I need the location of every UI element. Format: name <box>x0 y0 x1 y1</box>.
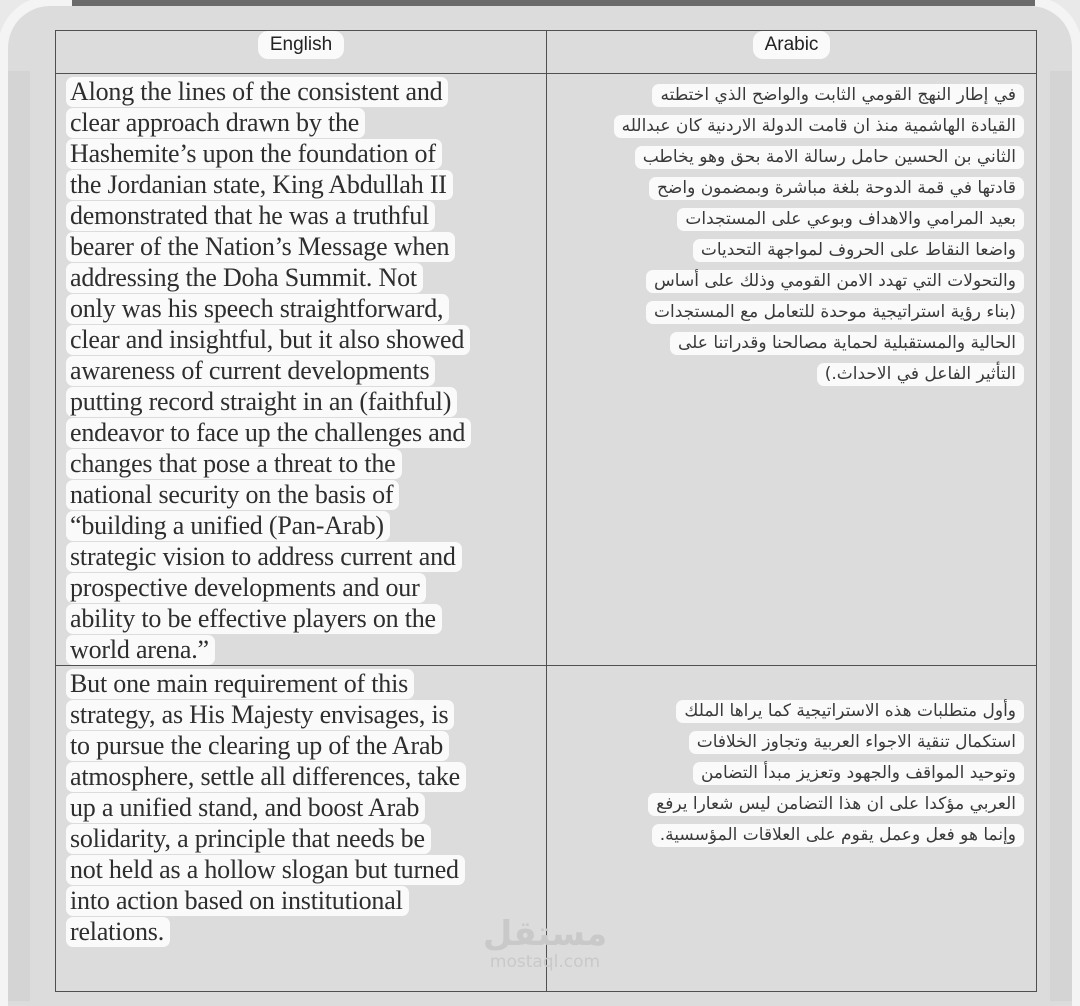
english-line <box>66 231 546 262</box>
english-line <box>66 417 546 448</box>
english-line-text: putting record straight in an (faithful) <box>66 387 457 417</box>
english-line <box>66 572 546 603</box>
english-line-text: relations. <box>66 917 170 947</box>
watermark-latin: mostaql.com <box>489 952 601 972</box>
arabic-line-text: الثاني بن الحسين حامل رسالة الامة بحق وهو يخاطب <box>635 146 1024 169</box>
english-line <box>66 386 546 417</box>
arabic-line <box>547 789 1024 820</box>
arabic-line <box>547 80 1024 111</box>
english-line <box>66 823 546 854</box>
english-line <box>66 603 546 634</box>
english-line <box>66 510 546 541</box>
english-line <box>66 76 546 107</box>
english-line-text: Hashemite’s upon the foundation of <box>66 139 442 169</box>
sheet-edge-left <box>8 71 30 1001</box>
arabic-line <box>547 266 1024 297</box>
arabic-line-text: بعيد المرامي والاهداف وبوعي على المستجدات <box>677 208 1024 231</box>
english-line-text: bearer of the Nation’s Message when <box>66 232 455 262</box>
arabic-line <box>547 297 1024 328</box>
arabic-line-text: قادتها في قمة الدوحة بلغة مباشرة وبمضمون واضح <box>649 177 1024 200</box>
english-line-text: strategy, as His Majesty envisages, is <box>66 700 454 730</box>
english-line-text: awareness of current developments <box>66 356 435 386</box>
arabic-cell <box>547 666 1037 992</box>
english-line-text: Along the lines of the consistent and <box>66 77 448 107</box>
arabic-line <box>547 328 1024 359</box>
arabic-line-text: العربي مؤكدا على ان هذا التضامن ليس شعارا يرفع <box>648 793 1024 816</box>
header-cell-english <box>56 31 547 74</box>
table-row <box>56 74 1037 666</box>
arabic-line <box>547 696 1024 727</box>
english-line-text: up a unified stand, and boost Arab <box>66 793 425 823</box>
arabic-line-text: واضعا النقاط على الحروف لمواجهة التحديات <box>693 239 1024 262</box>
english-paragraph <box>66 76 546 665</box>
english-line <box>66 293 546 324</box>
english-cell <box>56 666 547 992</box>
english-line-text: into action based on institutional <box>66 886 409 916</box>
arabic-line-text: استكمال تنقية الاجواء العربية وتجاوز الخلافات <box>689 731 1024 754</box>
arabic-line <box>547 758 1024 789</box>
header-english: English <box>258 31 344 59</box>
english-line-text: not held as a hollow slogan but turned <box>66 855 465 885</box>
english-line-text: only was his speech straightforward, <box>66 294 449 324</box>
english-line-text: prospective developments and our <box>66 573 426 603</box>
arabic-line-text: في إطار النهج القومي الثابت والواضح الذي اختطته <box>652 84 1024 107</box>
english-line-text: to pursue the clearing up of the Arab <box>66 731 449 761</box>
english-line-text: clear approach drawn by the <box>66 108 365 138</box>
english-line <box>66 262 546 293</box>
arabic-line-text: وإنما هو فعل وعمل يقوم على العلاقات المؤسسية. <box>652 824 1024 847</box>
english-line-text: But one main requirement of this <box>66 669 414 699</box>
english-line-text: strategic vision to address current and <box>66 542 462 572</box>
english-line-text: the Jordanian state, King Abdullah II <box>66 170 453 200</box>
english-cell <box>56 74 547 666</box>
english-line <box>66 730 546 761</box>
arabic-line-text: التأثير الفاعل في الاحداث.) <box>817 363 1024 386</box>
arabic-line <box>547 820 1024 851</box>
arabic-line <box>547 142 1024 173</box>
english-line <box>66 634 546 665</box>
english-line <box>66 479 546 510</box>
header-cell-arabic <box>547 31 1037 74</box>
arabic-line-text: (بناء رؤية استراتيجية موحدة للتعامل مع المستجدات <box>646 301 1024 324</box>
english-line-text: world arena.” <box>66 635 215 665</box>
english-line-text: national security on the basis of <box>66 480 399 510</box>
arabic-line-text: الحالية والمستقبلية لحماية مصالحنا وقدراتنا على <box>670 332 1024 355</box>
arabic-paragraph <box>547 696 1024 851</box>
arabic-line <box>547 204 1024 235</box>
english-line <box>66 138 546 169</box>
english-line-text: changes that pose a threat to the <box>66 449 402 479</box>
english-line <box>66 448 546 479</box>
english-line-text: “building a unified (Pan-Arab) <box>66 511 390 541</box>
arabic-line <box>547 359 1024 390</box>
english-line <box>66 107 546 138</box>
english-line <box>66 541 546 572</box>
english-paragraph <box>66 668 546 947</box>
watermark-logo <box>475 915 615 971</box>
english-line <box>66 916 546 947</box>
english-line <box>66 200 546 231</box>
header-arabic: Arabic <box>753 31 831 59</box>
english-line <box>66 668 546 699</box>
translation-table <box>55 30 1037 992</box>
arabic-line-text: والتحولات التي تهدد الامن القومي وذلك على أساس <box>646 270 1024 293</box>
english-line <box>66 169 546 200</box>
english-line <box>66 792 546 823</box>
arabic-paragraph <box>547 80 1024 390</box>
arabic-line-text: وأول متطلبات هذه الاستراتيجية كما يراها الملك <box>676 700 1024 723</box>
english-line-text: solidarity, a principle that needs be <box>66 824 431 854</box>
english-line-text: demonstrated that he was a truthful <box>66 201 435 231</box>
arabic-line <box>547 111 1024 142</box>
arabic-line <box>547 727 1024 758</box>
arabic-line <box>547 235 1024 266</box>
table-header-row <box>56 31 1037 74</box>
sheet-edge-right <box>1050 71 1072 1001</box>
watermark-arabic: مستقل <box>482 914 608 954</box>
english-line <box>66 699 546 730</box>
english-line <box>66 854 546 885</box>
arabic-cell <box>547 74 1037 666</box>
english-line-text: atmosphere, settle all differences, take <box>66 762 466 792</box>
arabic-line-text: القيادة الهاشمية منذ ان قامت الدولة الاردنية كان عبدالله <box>614 115 1024 138</box>
english-line-text: clear and insightful, but it also showed <box>66 325 470 355</box>
english-line-text: endeavor to face up the challenges and <box>66 418 471 448</box>
english-line-text: addressing the Doha Summit. Not <box>66 263 423 293</box>
english-line <box>66 355 546 386</box>
arabic-line <box>547 173 1024 204</box>
english-line <box>66 885 546 916</box>
english-line <box>66 324 546 355</box>
english-line-text: ability to be effective players on the <box>66 604 442 634</box>
top-bar <box>72 0 1035 6</box>
english-line <box>66 761 546 792</box>
arabic-line-text: وتوحيد المواقف والجهود وتعزيز مبدأ التضامن <box>693 762 1024 785</box>
